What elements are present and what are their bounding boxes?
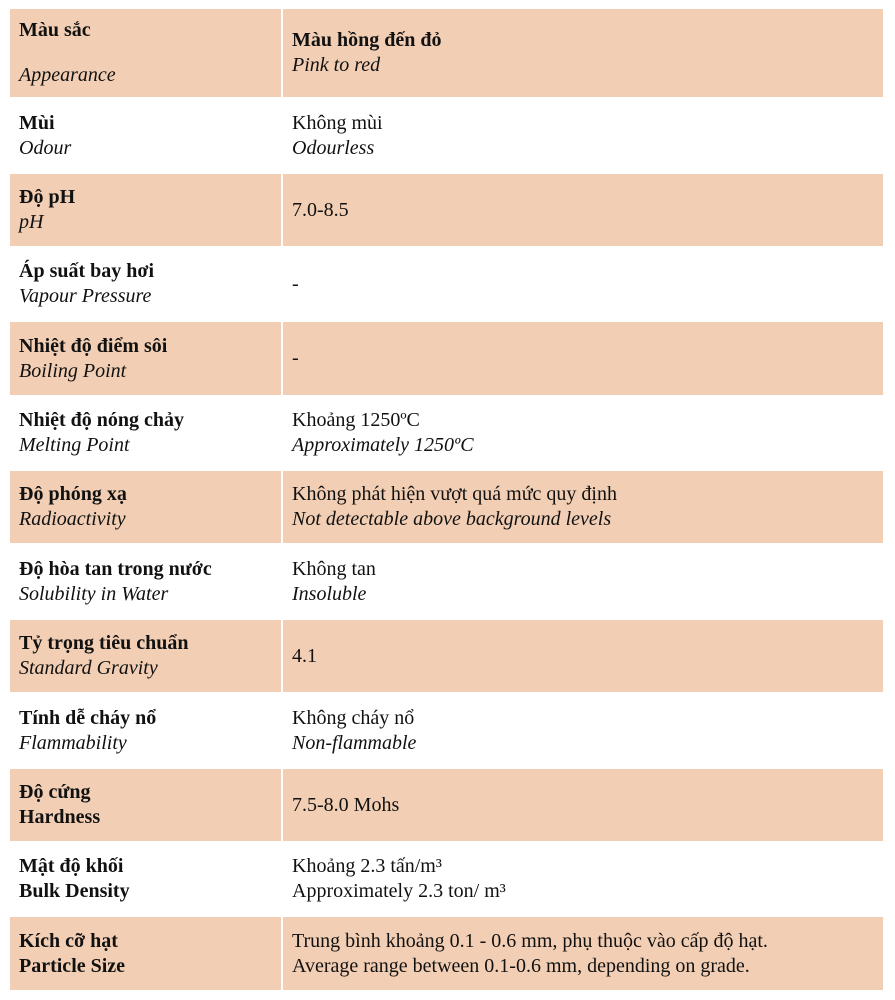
table-row <box>10 396 883 470</box>
property-name-en: Melting Point <box>19 434 130 456</box>
property-value-en: Not detectable above background levels <box>292 508 612 530</box>
table-row <box>10 842 883 916</box>
property-name-vi: Độ hòa tan trong nước <box>19 557 212 580</box>
table-row <box>10 98 883 173</box>
property-name-en: Particle Size <box>19 954 126 977</box>
property-value: 7.5-8.0 Mohs <box>292 793 400 816</box>
property-name-cell <box>10 247 282 321</box>
property-name-en: Bulk Density <box>19 880 130 902</box>
property-name-en: Odour <box>19 136 72 159</box>
property-value-vi: Màu hồng đến đỏ <box>292 29 442 51</box>
property-name-vi: Áp suất bay hơi <box>19 260 155 282</box>
property-name-cell <box>10 173 282 247</box>
property-name-cell <box>10 693 282 768</box>
property-value-cell <box>282 768 883 842</box>
property-value-en: Pink to red <box>292 54 381 76</box>
property-name-cell <box>10 768 282 842</box>
property-name-en: Hardness <box>19 806 101 828</box>
property-value-vi: Không phát hiện vượt quá mức quy định <box>292 483 617 505</box>
table-row <box>10 470 883 544</box>
property-value-en: Approximately 2.3 ton/ m³ <box>292 880 506 902</box>
property-value-cell <box>282 544 883 619</box>
property-name-en: Standard Gravity <box>19 657 158 679</box>
property-name-vi: Tỷ trọng tiêu chuẩn <box>19 632 189 654</box>
property-name-en: Solubility in Water <box>19 582 169 605</box>
table-row <box>10 247 883 321</box>
table-row <box>10 619 883 693</box>
property-value-cell <box>282 9 883 98</box>
property-name-cell <box>10 619 282 693</box>
property-name-en: pH <box>19 211 44 233</box>
property-name-en: Appearance <box>19 64 116 86</box>
property-value-cell <box>282 247 883 321</box>
property-value-cell <box>282 173 883 247</box>
property-name-vi: Mùi <box>19 111 55 134</box>
property-name-en: Vapour Pressure <box>19 285 152 307</box>
property-name-en: Flammability <box>19 731 127 754</box>
table-row <box>10 768 883 842</box>
property-name-en: Radioactivity <box>19 508 126 530</box>
property-value-vi: Không mùi <box>292 111 383 134</box>
property-value-vi: Khoảng 1250ºC <box>292 409 420 431</box>
property-value: 4.1 <box>292 644 317 667</box>
property-name-cell <box>10 321 282 396</box>
property-value-cell <box>282 98 883 173</box>
property-value-cell <box>282 321 883 396</box>
property-name-cell <box>10 470 282 544</box>
property-value: - <box>292 347 299 369</box>
property-value-cell <box>282 916 883 991</box>
property-value-cell <box>282 396 883 470</box>
property-name-cell <box>10 9 282 98</box>
property-value-vi: Không tan <box>292 557 376 580</box>
property-name-vi: Tính dễ cháy nổ <box>19 706 157 729</box>
property-name-vi: Kích cỡ hạt <box>19 929 118 952</box>
property-value-cell <box>282 470 883 544</box>
property-name-vi: Nhiệt độ điểm sôi <box>19 334 168 357</box>
property-value-en: Average range between 0.1-0.6 mm, depending on grade. <box>292 954 750 977</box>
property-name-vi: Nhiệt độ nóng chảy <box>19 409 185 431</box>
property-name-vi: Màu sắc <box>19 19 91 41</box>
property-value-cell <box>282 842 883 916</box>
property-value-vi: Trung bình khoảng 0.1 - 0.6 mm, phụ thuộc vào cấp độ hạt. <box>292 929 768 952</box>
property-value-en: Approximately 1250ºC <box>292 434 474 456</box>
table-row <box>10 544 883 619</box>
property-name-vi: Độ cứng <box>19 781 91 803</box>
table-row <box>10 173 883 247</box>
table-row <box>10 693 883 768</box>
property-value: - <box>292 272 299 295</box>
property-name-cell <box>10 544 282 619</box>
property-value-en: Non-flammable <box>292 731 417 754</box>
table-row <box>10 9 883 98</box>
property-name-vi: Độ pH <box>19 186 76 208</box>
property-name-cell <box>10 98 282 173</box>
property-name-vi: Mật độ khối <box>19 855 124 877</box>
property-value-vi: Khoảng 2.3 tấn/m³ <box>292 855 442 877</box>
property-name-cell <box>10 842 282 916</box>
table-row <box>10 321 883 396</box>
property-value-en: Insoluble <box>292 582 367 605</box>
property-name-vi: Độ phóng xạ <box>19 483 127 505</box>
property-value-vi: Không cháy nổ <box>292 706 415 729</box>
property-name-en: Boiling Point <box>19 359 127 382</box>
property-name-cell <box>10 916 282 991</box>
property-value-en: Odourless <box>292 136 375 159</box>
property-value: 7.0-8.5 <box>292 198 349 221</box>
property-name-cell <box>10 396 282 470</box>
property-value-cell <box>282 693 883 768</box>
table-row <box>10 916 883 991</box>
properties-table <box>10 9 883 992</box>
property-value-cell <box>282 619 883 693</box>
